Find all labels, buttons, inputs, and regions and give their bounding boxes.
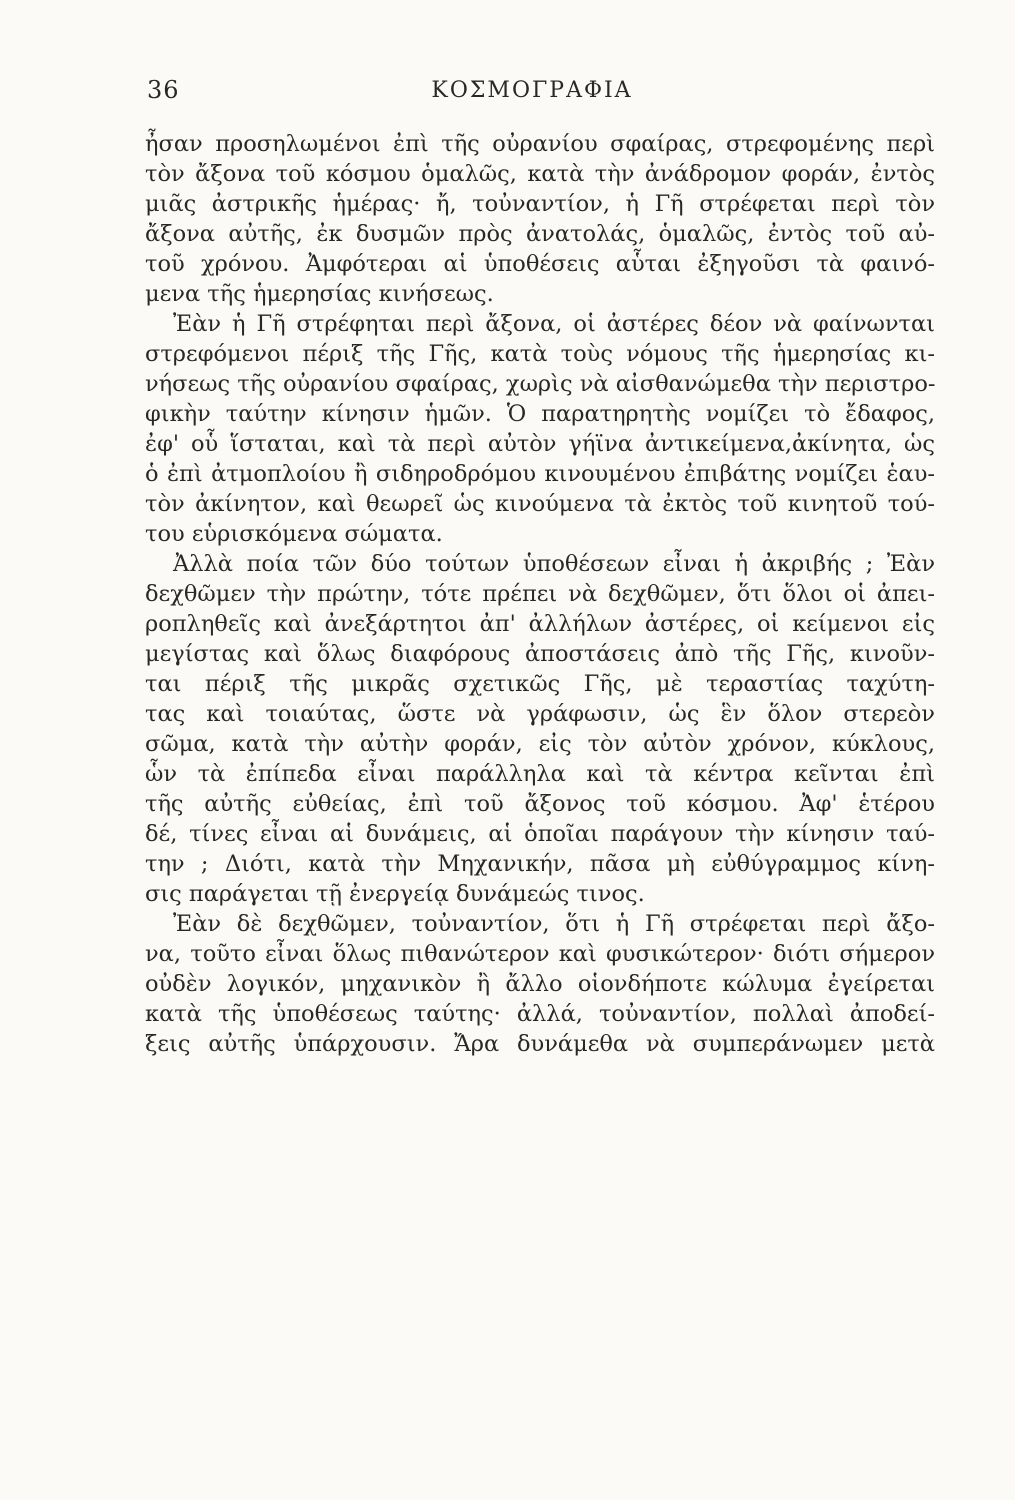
text-line: ροπληθεῖς καὶ ἀνεξάρτητοι ἀπ' ἀλλήλων ἀστέρες, οἱ κείμενοι εἰς [145,611,935,637]
header-title: ΚΟΣΜΟΓΡΑΦΙΑ [431,78,633,103]
text-line: ξεις αὐτῆς ὑπάρχουσιν. Ἄρα δυνάμεθα νὰ συμπεράνωμεν μετὰ [145,1031,935,1057]
text-line: ὧν τὰ ἐπίπεδα εἶναι παράλληλα καὶ τὰ κέντρα κεῖνται ἐπὶ [145,761,935,787]
text-line: φικὴν ταύτην κίνησιν ἡμῶν. Ὁ παρατηρητὴς νομίζει τὸ ἔδαφος, [145,401,935,427]
text-line: δεχθῶμεν τὴν πρώτην, τότε πρέπει νὰ δεχθῶμεν, ὅτι ὅλοι οἱ ἀπει- [145,581,935,607]
text-line: τῆς αὐτῆς εὐθείας, ἐπὶ τοῦ ἄξονος τοῦ κόσμου. Ἀφ' ἑτέρου [145,791,935,817]
text-line: μεγίστας καὶ ὅλως διαφόρους ἀποστάσεις ἀπὸ τῆς Γῆς, κινοῦν- [145,641,935,667]
text-line: κατὰ τῆς ὑποθέσεως ταύτης· ἀλλά, τοὐναντίον, πολλαὶ ἀποδεί- [145,1001,935,1027]
text-line: του εὑρισκόμενα σώματα. [145,521,443,547]
text-line: ἄξονα αὐτῆς, ἐκ δυσμῶν πρὸς ἀνατολάς, ὁμαλῶς, ἐντὸς τοῦ αὐ- [145,221,935,247]
text-line: οὐδὲν λογικόν, μηχανικὸν ἢ ἄλλο οἱονδήποτε κώλυμα ἐγείρεται [145,971,935,997]
text-line: σῶμα, κατὰ τὴν αὐτὴν φοράν, εἰς τὸν αὐτὸν χρόνον, κύκλους, [145,731,935,757]
page-number: 36 [147,76,180,104]
paragraph-start-line: Ἐὰν ἡ Γῆ στρέφηται περὶ ἄξονα, οἱ ἀστέρες δέον νὰ φαίνωνται [173,311,935,337]
text-line: να, τοῦτο εἶναι ὅλως πιθανώτερον καὶ φυσικώτερον· διότι σήμερον [145,941,935,967]
text-line: μενα τῆς ἡμερησίας κινήσεως. [145,281,494,307]
paragraph-start-line: Ἐὰν δὲ δεχθῶμεν, τοὐναντίον, ὅτι ἡ Γῆ στρέφεται περὶ ἄξο- [173,911,935,937]
text-line: σις παράγεται τῇ ἐνεργείᾳ δυνάμεώς τινος. [145,881,645,907]
text-line: την ; Διότι, κατὰ τὴν Μηχανικήν, πᾶσα μὴ εὐθύγραμμος κίνη- [145,851,935,877]
text-line: ἐφ' οὗ ἵσταται, καὶ τὰ περὶ αὐτὸν γήϊνα ἀντικείμενα,ἀκίνητα, ὡς [145,431,935,457]
text-line: στρεφόμενοι πέριξ τῆς Γῆς, κατὰ τοὺς νόμους τῆς ἡμερησίας κι- [145,341,935,367]
text-line: ἦσαν προσηλωμένοι ἐπὶ τῆς οὐρανίου σφαίρας, στρεφομένης περὶ [145,131,935,157]
text-line: ὁ ἐπὶ ἀτμοπλοίου ἢ σιδηροδρόμου κινουμένου ἐπιβάτης νομίζει ἑαυ- [145,461,935,487]
text-line: ται πέριξ τῆς μικρᾶς σχετικῶς Γῆς, μὲ τεραστίας ταχύτη- [145,671,935,697]
text-line: τας καὶ τοιαύτας, ὥστε νὰ γράφωσιν, ὡς ἓν ὅλον στερεὸν [145,701,935,727]
paragraph-start-line: Ἀλλὰ ποία τῶν δύο τούτων ὑποθέσεων εἶναι ἡ ἀκριβής ; Ἐὰν [173,551,935,577]
text-line: μιᾶς ἀστρικῆς ἡμέρας· ἤ, τοὐναντίον, ἡ Γῆ στρέφεται περὶ τὸν [145,191,935,217]
running-head [137,76,927,116]
text-line: δέ, τίνες εἶναι αἱ δυνάμεις, αἱ ὁποῖαι παράγουν τὴν κίνησιν ταύ- [145,821,935,847]
text-line: τὸν ἄξονα τοῦ κόσμου ὁμαλῶς, κατὰ τὴν ἀνάδρομον φοράν, ἐντὸς [145,161,935,187]
text-line: τοῦ χρόνου. Ἀμφότεραι αἱ ὑποθέσεις αὗται ἐξηγοῦσι τὰ φαινό- [145,251,935,277]
text-line: νήσεως τῆς οὐρανίου σφαίρας, χωρὶς νὰ αἰσθανώμεθα τὴν περιστρο- [145,371,936,397]
text-line: τὸν ἀκίνητον, καὶ θεωρεῖ ὡς κινούμενα τὰ ἐκτὸς τοῦ κινητοῦ τού- [145,491,935,517]
